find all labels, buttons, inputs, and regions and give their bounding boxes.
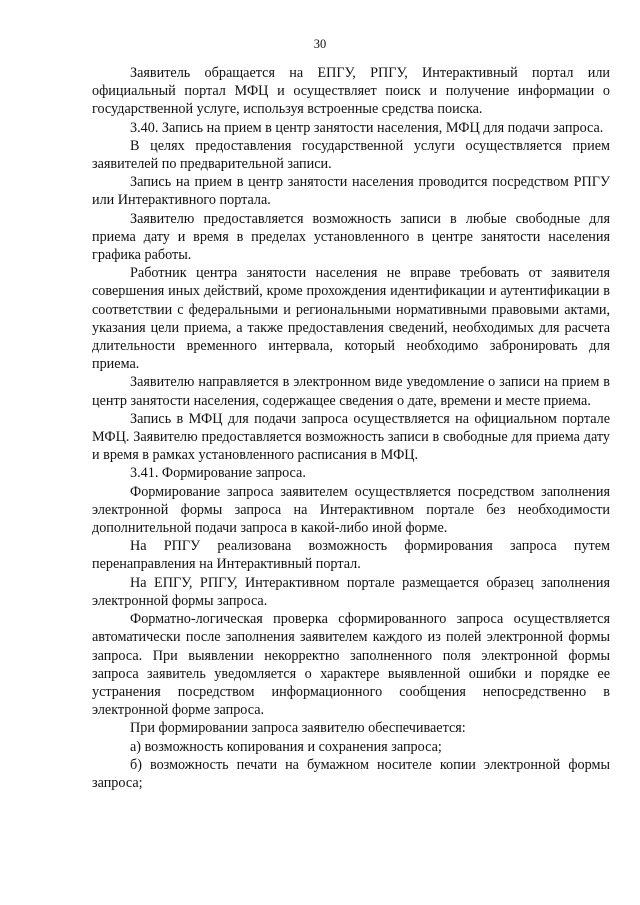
document-body — [92, 64, 610, 792]
paragraph-form-sample: На ЕПГУ, РПГУ, Интерактивном портале размещается образец заполнения электронной формы запроса. — [92, 574, 610, 609]
paragraph-employee-restrictions: Работник центра занятости населения не вправе требовать от заявителя совершения иных действий, кроме прохождения идентификации и аутентификации в соответствии с федеральными и региональными нормативными правовыми актами, указания цели приема, а также предоставления сведений, необходимых для расчета длительности временного интервала, который необходимо забронировать для приема. — [92, 265, 610, 373]
paragraph-portal-search: Заявитель обращается на ЕПГУ, РПГУ, Интерактивный портал или официальный портал МФЦ и осуществляет поиск и получение информации о государственной услуге, используя встроенные средства поиска. — [92, 65, 610, 118]
paragraph-preliminary-appointment: В целях предоставления государственной услуги осуществляется прием заявителей по предварительной записи. — [92, 137, 610, 173]
list-item-b: б) возможность печати на бумажном носителе копии электронной формы запроса; — [92, 756, 610, 791]
paragraph-free-time-slots: Заявителю предоставляется возможность записи в любые свободные для приема дату и время в пределах установленного в центре занятости населения графика работы. — [92, 210, 610, 264]
paragraph-provisions-intro: При формировании запроса заявителю обеспечивается: — [130, 720, 466, 737]
paragraph-mfc-appointment: Запись в МФЦ для подачи запроса осуществляется на официальном портале МФЦ. Заявителю предоставляется возможность записи в свободные для приема дату и время в рамках установленного расписания в МФЦ. — [92, 410, 610, 464]
paragraph-format-check: Форматно-логическая проверка сформированного запроса осуществляется автоматически после заполнения заявителем каждого из полей электронной формы запроса. При выявлении некорректно заполненного поля электронной формы запроса заявитель уведомляется о характере выявленной ошибки и порядке ее устранения посредством информационного сообщения непосредственно в электронной форме запроса. — [92, 611, 610, 719]
section-heading-3-40: 3.40. Запись на прием в центр занятости населения, МФЦ для подачи запроса. — [130, 119, 604, 136]
paragraph-rpgu-redirect: На РПГУ реализована возможность формирования запроса путем перенаправления на Интерактивный портал. — [92, 538, 610, 573]
paragraph-appointment-channels: Запись на прием в центр занятости населения проводится посредством РПГУ или Интерактивного портала. — [92, 174, 610, 209]
paragraph-request-form: Формирование запроса заявителем осуществляется посредством заполнения электронной формы запроса на Интерактивном портале без необходимости дополнительной подачи запроса в какой-либо иной форме. — [92, 483, 610, 537]
section-heading-3-41: 3.41. Формирование запроса. — [130, 465, 306, 482]
paragraph-electronic-notification: Заявителю направляется в электронном виде уведомление о записи на прием в центр занятости населения, содержащее сведения о дате, времени и месте приема. — [92, 374, 610, 409]
page-number: 30 — [313, 37, 327, 51]
list-item-a: а) возможность копирования и сохранения запроса; — [130, 738, 442, 755]
